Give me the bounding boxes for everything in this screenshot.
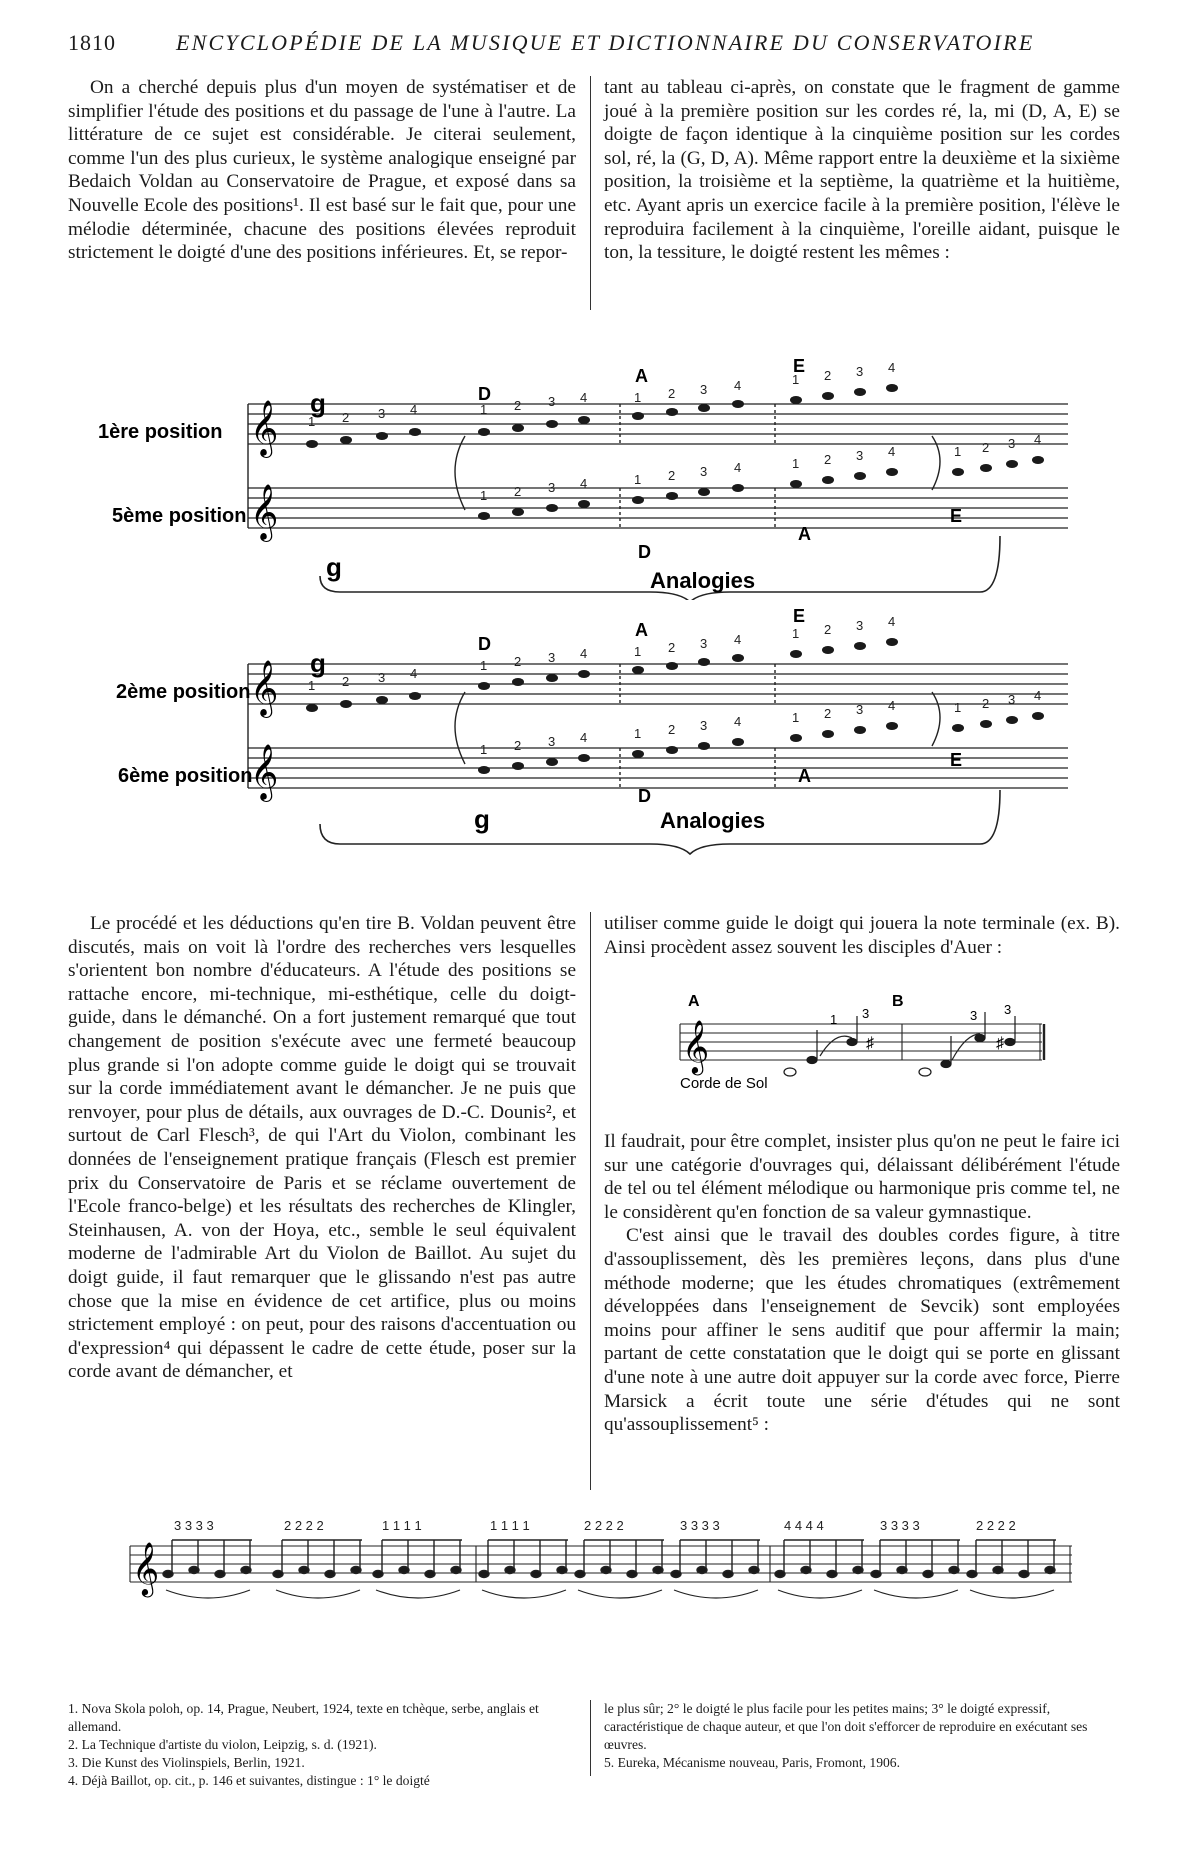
running-title: ENCYCLOPÉDIE DE LA MUSIQUE ET DICTIONNAIRE DU CONSERVATOIRE <box>176 30 1035 55</box>
column-divider-top <box>590 76 591 310</box>
svg-text:2: 2 <box>668 386 676 401</box>
svg-text:1 1 1 1: 1 1 1 1 <box>382 1518 422 1533</box>
svg-text:4: 4 <box>580 390 588 405</box>
svg-text:4: 4 <box>580 476 588 491</box>
svg-text:1: 1 <box>480 742 488 757</box>
svg-text:3: 3 <box>856 702 864 717</box>
staff-bottom <box>248 488 1068 528</box>
svg-text:2: 2 <box>514 484 522 499</box>
fingering-groups <box>174 1518 1016 1533</box>
svg-text:4: 4 <box>888 444 896 459</box>
svg-text:4: 4 <box>888 614 896 629</box>
svg-text:3: 3 <box>548 650 556 665</box>
svg-text:1 1 1 1: 1 1 1 1 <box>490 1518 530 1533</box>
svg-text:2 2 2 2: 2 2 2 2 <box>584 1518 624 1533</box>
marsick-music-example <box>120 1510 1080 1620</box>
svg-text:1: 1 <box>792 372 800 387</box>
string-label-e-top: E <box>793 606 806 626</box>
g-string-label: g <box>310 388 326 418</box>
svg-text:3: 3 <box>700 718 708 733</box>
svg-text:2: 2 <box>824 706 832 721</box>
svg-text:3: 3 <box>548 480 556 495</box>
svg-text:2: 2 <box>342 410 350 425</box>
analogies-label: Analogies <box>650 568 756 593</box>
svg-text:4: 4 <box>734 632 742 647</box>
footnote-4-continued: le plus sûr; 2° le doigté le plus facile pour les petites mains; 3° le doigté expressif, caractéristique de chaque auteur, et que l'on doit s'efforcer de reproduire en exécutant ses œuvres. <box>604 1701 1088 1752</box>
svg-text:2: 2 <box>668 722 676 737</box>
svg-text:3: 3 <box>1008 436 1016 451</box>
svg-text:2: 2 <box>342 674 350 689</box>
position-label-top: 1ère position <box>98 421 223 443</box>
svg-text:3: 3 <box>856 618 864 633</box>
svg-text:3 3 3 3: 3 3 3 3 <box>680 1518 720 1533</box>
footnote-divider <box>590 1700 591 1776</box>
svg-text:1: 1 <box>954 444 962 459</box>
svg-text:3: 3 <box>700 382 708 397</box>
analogies-diagram-2 <box>90 600 1100 860</box>
svg-text:1: 1 <box>634 726 642 741</box>
footnotes-right <box>604 1700 1120 1772</box>
right-column-top <box>604 76 1120 265</box>
svg-text:3: 3 <box>378 670 386 685</box>
treble-clef-top: 𝄞 <box>250 402 279 455</box>
string-label-d-top: D <box>478 384 491 404</box>
svg-text:2: 2 <box>668 640 676 655</box>
svg-text:1: 1 <box>634 390 642 405</box>
fingering-a-1: 1 <box>830 1012 838 1027</box>
string-label-a-bottom: A <box>798 766 811 786</box>
treble-clef-bottom: 𝄞 <box>250 486 279 539</box>
svg-text:4: 4 <box>888 698 896 713</box>
svg-text:2 2 2 2: 2 2 2 2 <box>976 1518 1016 1533</box>
svg-text:1: 1 <box>792 710 800 725</box>
paragraph-voldan: Le procédé et les déductions qu'en tire B. Voldan peuvent être discutés, mais on voit là l'ordre des recherches vers lesquelles s'orientent bon nombre d'éducateurs. A l'étude des positions se rattache encore, mi-technique, mi-esthétique, celle du doigt-guide, dans le démanché. On a fort justement remarqué que tout changement de position s'exécute avec une fermeté beaucoup plus grande si l'on adopte comme guide le doigt qui se trouvait sur la corde immédiatement avant le démancher. Je ne puis que renvoyer, pour plus de détails, aux ouvrages de D.-C. Dounis², et surtout de Carl Flesch³, de qui l'Art du Violon, combinant les données de l'enseignement pratique français (Flesch est premier prix du Conservatoire de Paris et se réclame ouvertement de l'Ecole franco-belge) et les résultats des recherches de Klingler, Steinhausen, A. von der Hoya, etc., semble le seul équivalent moderne de l'admirable Art du Violon de Baillot. Au sujet du doigt guide, il faut remarquer que le glissando n'est pas autre chose que la mise en évidence de cet artifice, plus ou moins strictement employé : on peut, pour des raisons d'accentuation ou d'expression⁴ qui dépassent le cadre de cette étude, poser sur la corde avant de démancher, et <box>68 913 576 1383</box>
string-label-a-top: A <box>635 366 648 386</box>
svg-text:3: 3 <box>548 394 556 409</box>
string-label-e-bottom: E <box>950 506 963 526</box>
page-number: 1810 <box>68 30 116 55</box>
treble-clef: 𝄞 <box>132 1542 160 1594</box>
svg-text:1: 1 <box>480 402 488 417</box>
svg-text:1: 1 <box>480 658 488 673</box>
analogies-diagram-1 <box>90 340 1100 600</box>
footnote-2: 2. La Technique d'artiste du violon, Leipzig, s. d. (1921). <box>68 1737 377 1752</box>
svg-text:1: 1 <box>792 456 800 471</box>
svg-text:4: 4 <box>734 714 742 729</box>
svg-text:4: 4 <box>410 666 418 681</box>
right-column-bottom-main <box>604 1130 1120 1437</box>
footnotes-left <box>68 1700 580 1790</box>
auer-music-example <box>670 990 1050 1100</box>
svg-text:2: 2 <box>824 452 832 467</box>
svg-text:2: 2 <box>982 696 990 711</box>
g-string-label: g <box>310 648 326 678</box>
svg-text:3: 3 <box>700 464 708 479</box>
slurs <box>166 1590 1054 1598</box>
left-column-top <box>68 76 576 265</box>
treble-clef-top: 𝄞 <box>250 662 279 715</box>
example-label-b: B <box>892 993 904 1010</box>
g-label-brace: g <box>326 552 342 582</box>
svg-text:3: 3 <box>856 448 864 463</box>
position-label-bottom: 6ème position <box>118 765 253 787</box>
svg-text:2: 2 <box>982 440 990 455</box>
string-label: Corde de Sol <box>680 1075 768 1092</box>
svg-text:2: 2 <box>824 368 832 383</box>
svg-text:4: 4 <box>410 402 418 417</box>
svg-text:1: 1 <box>308 678 316 693</box>
analogies-label: Analogies <box>660 808 766 833</box>
svg-text:4: 4 <box>1034 432 1042 447</box>
svg-text:3: 3 <box>378 406 386 421</box>
svg-text:3: 3 <box>1008 692 1016 707</box>
svg-text:4: 4 <box>580 646 588 661</box>
svg-text:1: 1 <box>308 414 316 429</box>
treble-clef: 𝄞 <box>682 1020 710 1072</box>
paragraph-auer: utiliser comme guide le doigt qui jouera la note terminale (ex. B). Ainsi procèdent assez souvent les disciples d'Auer : <box>604 913 1120 958</box>
staff-top <box>248 404 1068 444</box>
paragraph-systematiser: On a cherché depuis plus d'un moyen de systématiser et de simplifier l'étude des positions et du passage de l'une à l'autre. La littérature de ce sujet est considérable. Je citerai seulement, comme l'un des plus curieux, le système analogique enseigné par Bedaich Voldan au Conservatoire de Prague, et exposé dans sa Nouvelle Ecole des positions¹. Il est basé sur le fait que, pour une mélodie déterminée, chacune des positions élevées reproduit strictement le doigté d'une des positions inférieures. Et, se repor- <box>68 77 576 264</box>
g-label-brace: g <box>474 804 490 834</box>
paragraph-gymnastique: Il faudrait, pour être complet, insister plus qu'on ne peut le faire ici sur une catégorie d'ouvrages qui, délaissant délibérément l'étude de tel ou tel élément mélodique ou harmonique pris comme tel, ne le considèrent qu'en fonction de sa valeur gymnastique. <box>604 1131 1120 1223</box>
example-label-a: A <box>688 993 700 1010</box>
footnote-1: 1. Nova Skola poloh, op. 14, Prague, Neubert, 1924, texte en tchèque, serbe, anglais et allemand. <box>68 1701 539 1734</box>
svg-text:1: 1 <box>954 700 962 715</box>
svg-text:4: 4 <box>1034 688 1042 703</box>
footnote-4: 4. Déjà Baillot, op. cit., p. 146 et suivantes, distingue : 1° le doigté <box>68 1773 430 1788</box>
svg-text:3 3 3 3: 3 3 3 3 <box>174 1518 214 1533</box>
staff-bottom <box>248 748 1068 788</box>
treble-clef-bottom: 𝄞 <box>250 746 279 799</box>
svg-text:3: 3 <box>700 636 708 651</box>
fingering-b-1: 3 <box>970 1008 978 1023</box>
note-groups <box>306 638 1044 774</box>
position-label-bottom: 5ème position <box>112 505 247 527</box>
fingering-b-2: 3 <box>1004 1002 1012 1017</box>
paragraph-tableau: tant au tableau ci-après, on constate que le fragment de gamme joué à la première position sur les cordes ré, la, mi (D, A, E) se doigte de façon identique à la cinquième position sur les cordes sol, ré, la (G, D, A). Même rapport entre la deuxième et la sixième position, la troisième et la septième, la quatrième et la huitième, etc. Ayant apris un exercice facile à la première position, l'élève le reproduira facilement à la cinquième, l'oreille aidant, puisque le ton, la tessiture, le doigté restent les mêmes : <box>604 77 1120 264</box>
svg-text:2: 2 <box>514 654 522 669</box>
svg-text:4: 4 <box>734 460 742 475</box>
svg-text:1: 1 <box>792 626 800 641</box>
staff-top <box>248 664 1068 704</box>
svg-text:♯: ♯ <box>996 1035 1004 1052</box>
svg-text:2: 2 <box>668 468 676 483</box>
svg-text:2: 2 <box>514 398 522 413</box>
svg-text:3: 3 <box>548 734 556 749</box>
svg-text:4: 4 <box>580 730 588 745</box>
svg-text:1: 1 <box>634 644 642 659</box>
paragraph-doubles-cordes: C'est ainsi que le travail des doubles cordes figure, à titre d'assouplissement, dès les premières leçons, dans plus d'une méthode moderne; que les études chromatiques (extrêmement développées dans l'enseignement de Sevcik) sont employées moins pour affiner le sens auditif que pour affermir la main; partant de cette constatation que le doigt qui se porte en glissant d'une note à une autre doit appuyer sur la corde avec force, Pierre Marsick a écrit toute une série d'études qui ne sont qu'assouplissement⁵ : <box>604 1225 1120 1436</box>
column-divider-bottom <box>590 912 591 1490</box>
svg-text:2: 2 <box>514 738 522 753</box>
svg-text:1: 1 <box>634 472 642 487</box>
string-label-d-bottom: D <box>638 542 651 562</box>
svg-text:4 4 4 4: 4 4 4 4 <box>784 1518 824 1533</box>
svg-text:♯: ♯ <box>866 1035 874 1052</box>
svg-text:1: 1 <box>480 488 488 503</box>
string-label-a-bottom: A <box>798 524 811 544</box>
footnote-3: 3. Die Kunst des Violinspiels, Berlin, 1921. <box>68 1755 305 1770</box>
left-column-bottom <box>68 912 576 1384</box>
string-label-d-bottom: D <box>638 786 651 806</box>
svg-text:3 3 3 3: 3 3 3 3 <box>880 1518 920 1533</box>
fingering-a-2: 3 <box>862 1006 870 1021</box>
string-label-e-top: E <box>793 356 806 376</box>
fingering-numbers <box>308 614 1041 757</box>
svg-text:3: 3 <box>856 364 864 379</box>
svg-text:2 2 2 2: 2 2 2 2 <box>284 1518 324 1533</box>
string-label-e-bottom: E <box>950 750 963 770</box>
svg-text:4: 4 <box>734 378 742 393</box>
string-label-a-top: A <box>635 620 648 640</box>
svg-text:4: 4 <box>888 360 896 375</box>
string-label-d-top: D <box>478 634 491 654</box>
svg-text:2: 2 <box>824 622 832 637</box>
right-column-bottom-intro <box>604 912 1120 959</box>
position-label-top: 2ème position <box>116 681 251 703</box>
footnote-5: 5. Eureka, Mécanisme nouveau, Paris, Fromont, 1906. <box>604 1755 900 1770</box>
page-header <box>68 30 1118 60</box>
